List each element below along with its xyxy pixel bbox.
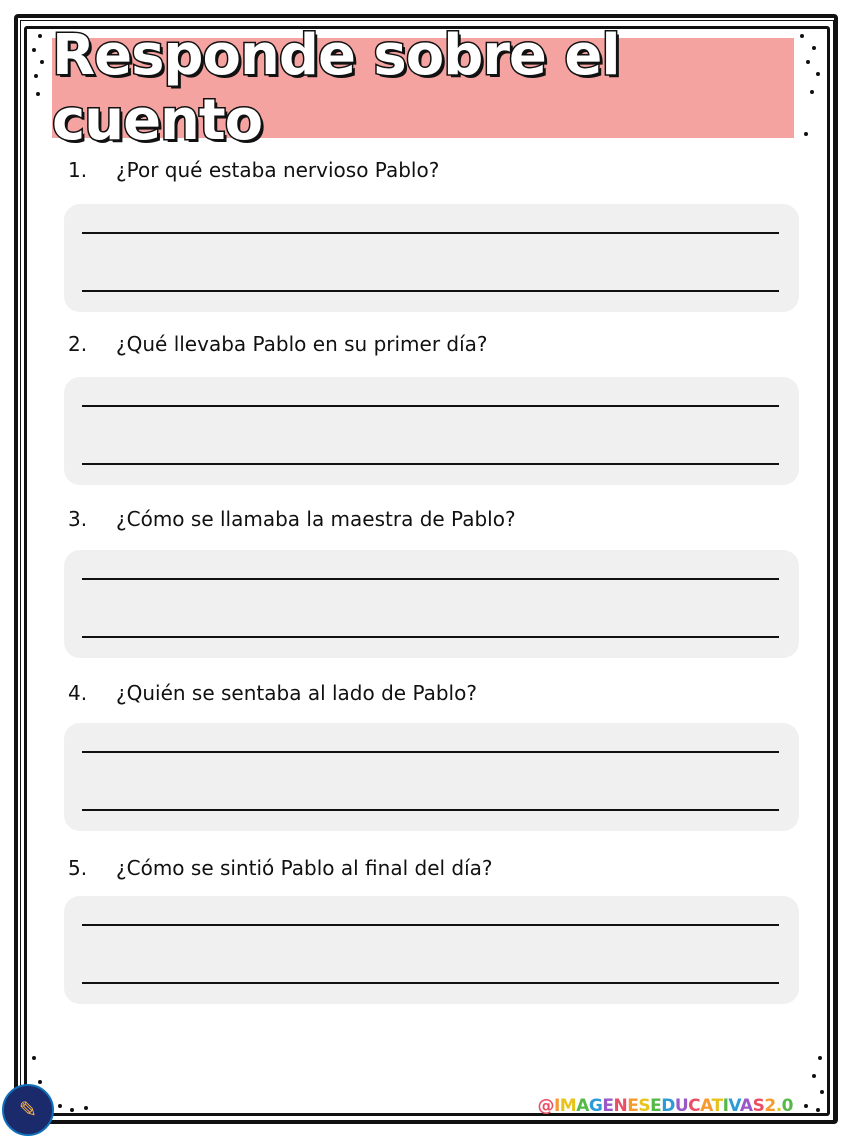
title-banner <box>52 23 794 153</box>
question-1 <box>68 158 788 182</box>
question-number: 3. <box>68 507 88 531</box>
answer-line <box>82 636 779 638</box>
question-text: ¿Qué llevaba Pablo en su primer día? <box>116 332 488 356</box>
answer-box-5[interactable] <box>64 896 799 1004</box>
answer-line <box>82 751 779 753</box>
answer-box-2[interactable] <box>64 377 799 485</box>
question-number: 2. <box>68 332 88 356</box>
question-5 <box>68 856 788 880</box>
question-number: 4. <box>68 681 88 705</box>
answer-box-4[interactable] <box>64 723 799 831</box>
page-title: Responde sobre el cuento <box>52 23 620 153</box>
answer-line <box>82 982 779 984</box>
watermark: @IMAGENESEDUCATIVAS2.0 <box>537 1096 793 1116</box>
answer-box-1[interactable] <box>64 204 799 312</box>
teacher-logo-icon: ✎ <box>2 1084 54 1136</box>
question-number: 1. <box>68 158 88 182</box>
question-3 <box>68 507 788 531</box>
question-text: ¿Quién se sentaba al lado de Pablo? <box>116 681 477 705</box>
question-number: 5. <box>68 856 88 880</box>
answer-line <box>82 405 779 407</box>
answer-box-3[interactable] <box>64 550 799 658</box>
answer-line <box>82 924 779 926</box>
question-2 <box>68 332 788 356</box>
question-text: ¿Cómo se llamaba la maestra de Pablo? <box>116 507 516 531</box>
answer-line <box>82 290 779 292</box>
question-text: ¿Cómo se sintió Pablo al final del día? <box>116 856 493 880</box>
question-4 <box>68 681 788 705</box>
answer-line <box>82 809 779 811</box>
answer-line <box>82 232 779 234</box>
answer-line <box>82 578 779 580</box>
answer-line <box>82 463 779 465</box>
question-text: ¿Por qué estaba nervioso Pablo? <box>116 158 440 182</box>
